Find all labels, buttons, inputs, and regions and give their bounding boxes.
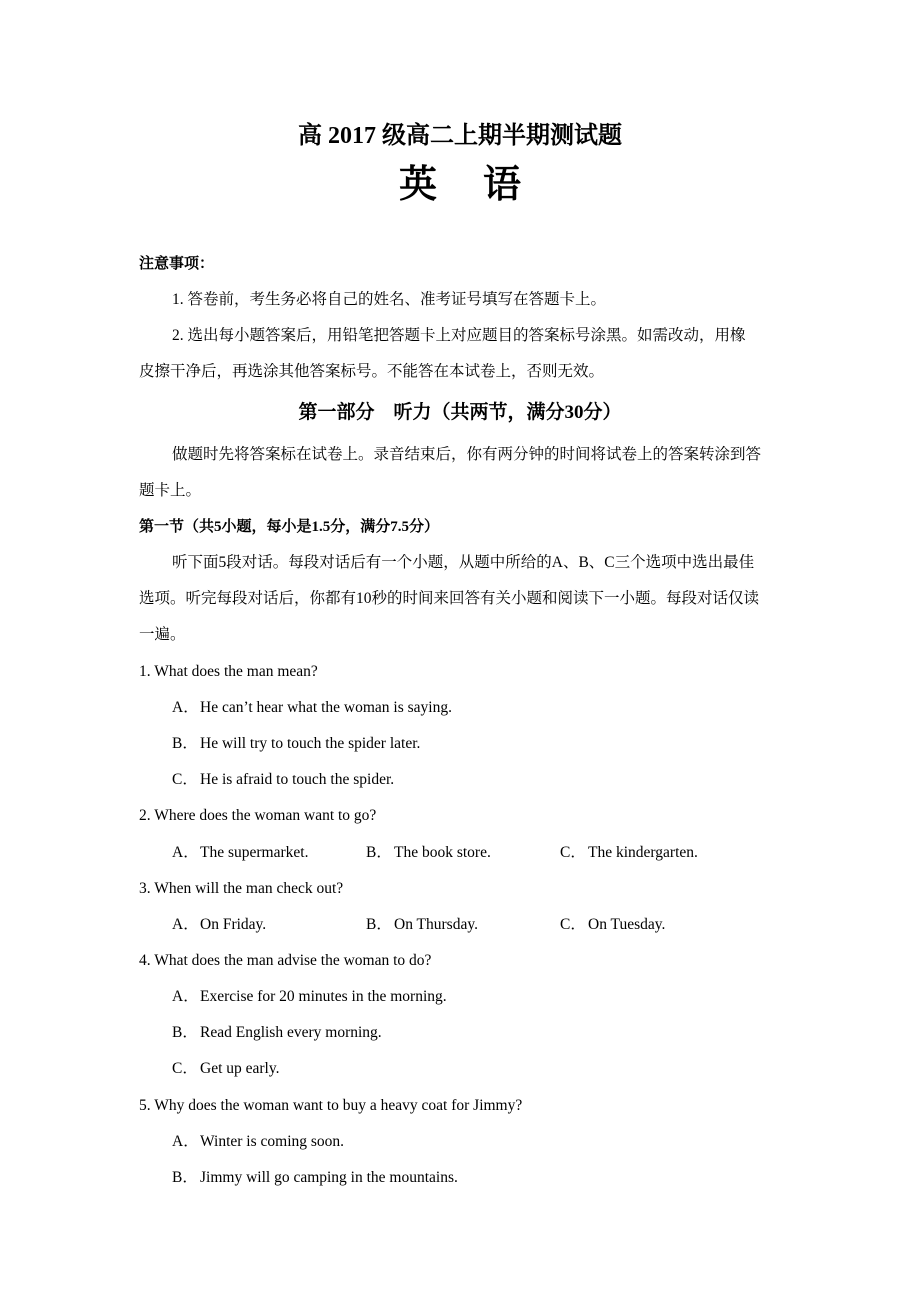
question-4-option-c: [172, 1057, 279, 1081]
subject-char-2: 语: [483, 164, 522, 206]
notice-item-2-cont: 皮擦干净后，再选涂其他答案标号。不能答在本试卷上，否则无效。: [139, 363, 605, 380]
option-letter: C．: [560, 916, 586, 933]
question-1-option-c: [172, 768, 394, 792]
question-1-stem: 1. What does the man mean?: [139, 663, 318, 680]
option-text: He will try to touch the spider later.: [200, 735, 421, 752]
question-5-option-b: [172, 1166, 458, 1190]
option-letter: B．: [366, 916, 392, 933]
option-text: Jimmy will go camping in the mountains.: [200, 1169, 458, 1186]
option-text: Winter is coming soon.: [200, 1133, 345, 1150]
option-letter: B．: [172, 1024, 198, 1041]
question-3-option-a: [172, 913, 266, 937]
question-2-option-c: [560, 841, 698, 865]
option-letter: B．: [172, 735, 198, 752]
option-letter: A．: [172, 1133, 199, 1150]
question-3-stem: 3. When will the man check out?: [139, 880, 344, 897]
option-text: The book store.: [394, 844, 491, 861]
option-letter: C．: [172, 1060, 198, 1077]
question-4-option-b: [172, 1021, 382, 1045]
question-4-option-a: [172, 985, 447, 1009]
subject-char-1: 英: [398, 164, 437, 206]
section1-instructions-line1: 听下面5段对话。每段对话后有一个小题，从题中所给的A、B、C三个选项中选出最佳: [172, 554, 755, 571]
question-5-option-a: [172, 1130, 344, 1154]
option-letter: A．: [172, 988, 199, 1005]
question-2-option-b: [366, 841, 491, 865]
question-5-stem: 5. Why does the woman want to buy a heavy coat for Jimmy?: [139, 1097, 523, 1114]
section1-instructions-line2: 选项。听完每段对话后，你都有10秒的时间来回答有关小题和阅读下一小题。每段对话仅读: [139, 590, 760, 607]
notice-heading: 注意事项：: [139, 256, 215, 272]
exam-title: 高 2017 级高二上期半期测试题: [298, 123, 622, 149]
subject-title: [0, 160, 920, 210]
option-text: He can’t hear what the woman is saying.: [200, 699, 452, 716]
option-text: Read English every morning.: [200, 1024, 382, 1041]
option-letter: B．: [172, 1169, 198, 1186]
option-text: The kindergarten.: [588, 844, 698, 861]
option-letter: A．: [172, 699, 199, 716]
section1-instructions-line3: 一遍。: [139, 626, 186, 643]
option-letter: B．: [366, 844, 392, 861]
question-1-option-b: [172, 732, 420, 756]
option-text: Exercise for 20 minutes in the morning.: [200, 988, 447, 1005]
option-text: On Friday.: [200, 916, 267, 933]
notice-item-1: 1. 答卷前，考生务必将自己的姓名、准考证号填写在答题卡上。: [172, 291, 607, 308]
question-3-option-b: [366, 913, 478, 937]
option-letter: A．: [172, 844, 199, 861]
section1-title: 第一节（共5小题，每小是1.5分，满分7.5分）: [139, 519, 440, 535]
option-text: He is afraid to touch the spider.: [200, 771, 395, 788]
option-letter: C．: [560, 844, 586, 861]
notice-item-2: 2. 选出每小题答案后，用铅笔把答题卡上对应题目的答案标号涂黑。如需改动，用橡: [172, 327, 746, 344]
question-3-option-c: [560, 913, 665, 937]
option-text: On Tuesday.: [588, 916, 666, 933]
option-text: The supermarket.: [200, 844, 309, 861]
question-2-stem: 2. Where does the woman want to go?: [139, 807, 377, 824]
part1-intro-line2: 题卡上。: [139, 482, 202, 499]
option-letter: C．: [172, 771, 198, 788]
option-text: On Thursday.: [394, 916, 478, 933]
part1-intro-line1: 做题时先将答案标在试卷上。录音结束后，你有两分钟的时间将试卷上的答案转涂到答: [172, 446, 762, 463]
part1-title: 第一部分 听力（共两节，满分30分）: [298, 402, 622, 423]
question-2-option-a: [172, 841, 308, 865]
option-text: Get up early.: [200, 1060, 280, 1077]
option-letter: A．: [172, 916, 199, 933]
question-1-option-a: [172, 696, 452, 720]
question-4-stem: 4. What does the man advise the woman to do?: [139, 952, 432, 969]
